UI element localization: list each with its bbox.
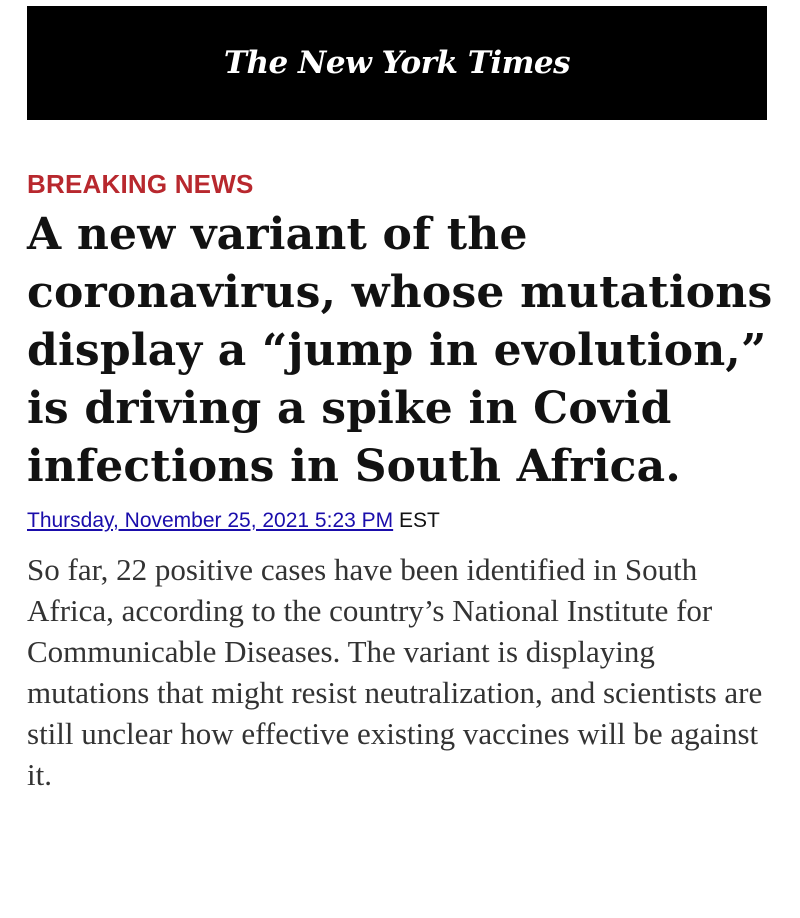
article-body: So far, 22 positive cases have been identified in South Africa, according to the country’s National Institute for Communicable Diseases. The variant is displaying mutations that might resist neutralization, and scientists are still unclear how effective existing vaccines will be against it. [27,552,763,792]
article-timezone: EST [393,509,440,532]
nyt-logo[interactable]: The New York Times [223,44,571,81]
masthead [27,6,767,120]
breaking-news-label: BREAKING NEWS [27,169,254,199]
article [27,162,777,826]
article-date-link[interactable]: Thursday, November 25, 2021 5:23 PM [27,509,394,532]
article-headline: A new variant of the coronavirus, whose mutations display a “jump in evolution,” is driving a spike in Covid infections in South Africa. [27,209,773,492]
article-dateline [27,506,777,536]
